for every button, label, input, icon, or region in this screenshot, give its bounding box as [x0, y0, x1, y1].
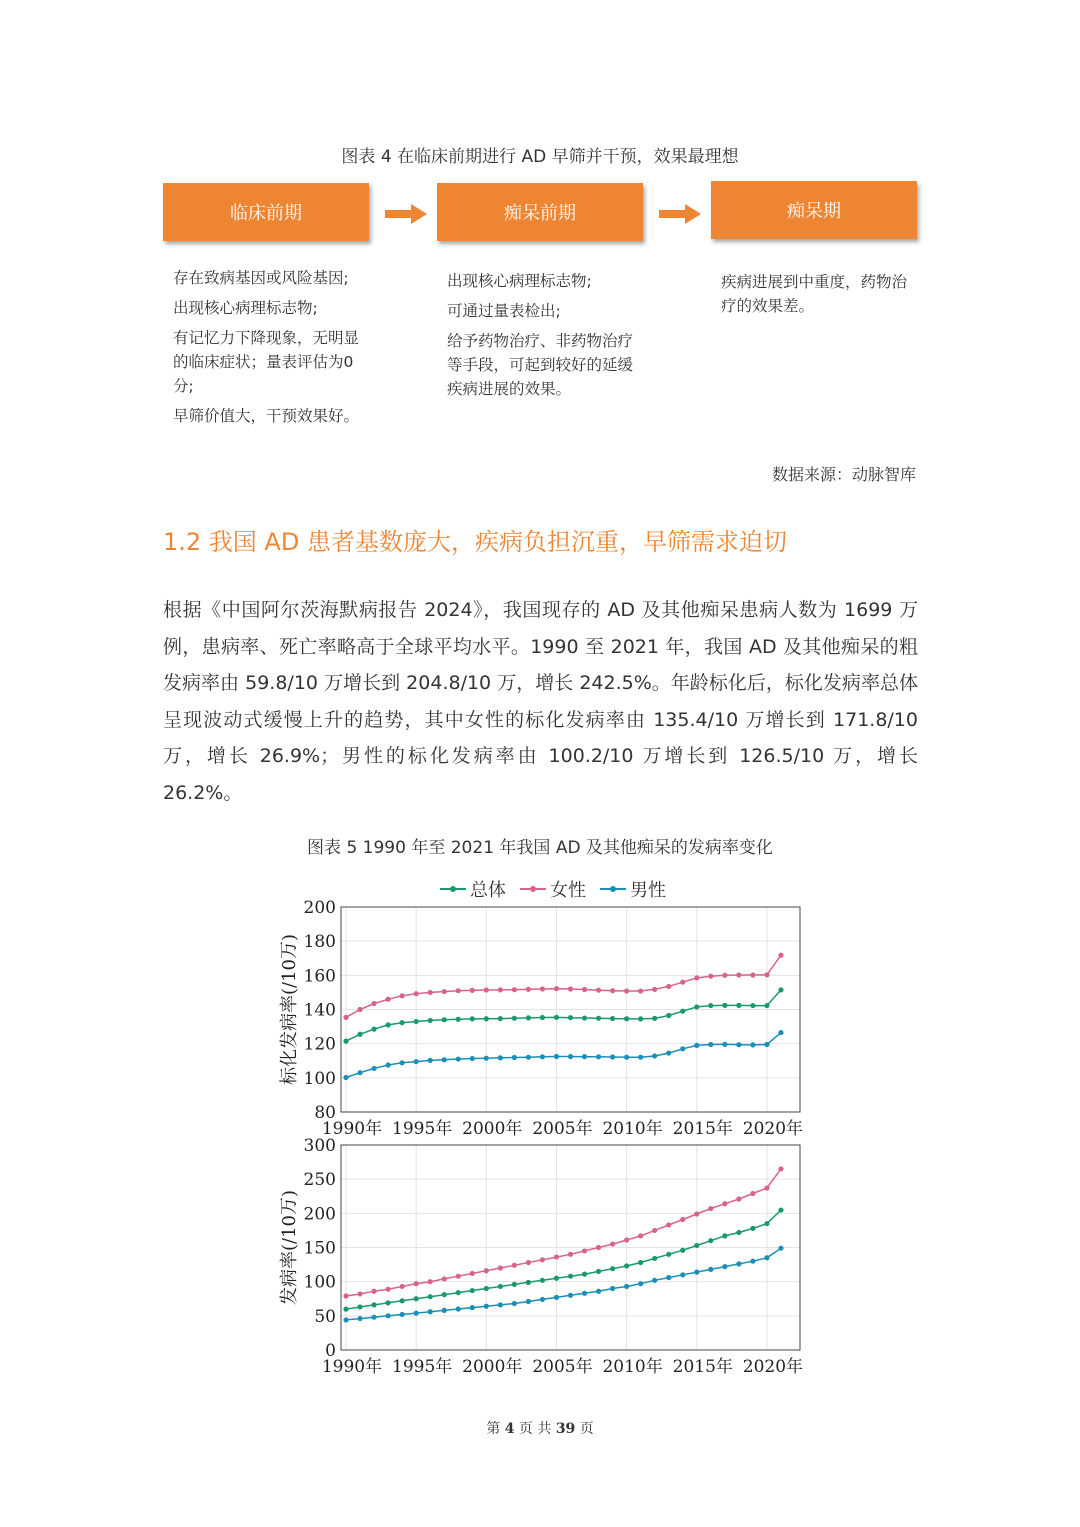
series-overall-point — [638, 1016, 643, 1021]
series-female-point — [371, 1001, 376, 1006]
y-tick-label: 140 — [303, 1000, 336, 1021]
series-male-point — [428, 1058, 433, 1063]
series-female-point — [680, 980, 685, 985]
series-overall-point — [722, 1233, 727, 1238]
stage-box-predementia: 痴呆前期 — [437, 183, 643, 241]
stage-box-dementia: 痴呆期 — [711, 181, 917, 239]
series-overall-point — [540, 1278, 545, 1283]
series-male-point — [456, 1306, 461, 1311]
series-female-point — [343, 1015, 348, 1020]
series-female-point — [498, 1265, 503, 1270]
series-male-point — [554, 1295, 559, 1300]
series-female-point — [512, 987, 517, 992]
series-overall-point — [400, 1020, 405, 1025]
series-female-point — [385, 997, 390, 1002]
series-male-point — [512, 1301, 517, 1306]
series-male-point — [371, 1066, 376, 1071]
series-male-point — [442, 1057, 447, 1062]
x-tick-label: 2020年 — [742, 1357, 804, 1377]
series-male-point — [638, 1281, 643, 1286]
series-overall-point — [526, 1015, 531, 1020]
series-female-point — [750, 972, 755, 977]
series-female-point — [400, 1284, 405, 1289]
series-male-point — [666, 1050, 671, 1055]
series-overall-point — [694, 1004, 699, 1009]
y-tick-label: 160 — [303, 966, 336, 987]
series-overall-point — [764, 1221, 769, 1226]
series-female-point — [624, 988, 629, 993]
legend-label: 总体 — [470, 880, 506, 901]
series-male-point — [498, 1302, 503, 1307]
x-tick-label: 2015年 — [672, 1357, 733, 1377]
series-female-point — [385, 1287, 390, 1292]
series-overall-point — [778, 1207, 783, 1212]
y-axis-label: 标化发病率(/10万) — [279, 933, 300, 1086]
series-overall-point — [652, 1016, 657, 1021]
list-item: 给予药物治疗、非药物治疗等手段，可起到较好的延缓疾病进展的效果。 — [447, 332, 634, 398]
series-male-point — [596, 1289, 601, 1294]
series-overall-point — [568, 1274, 573, 1279]
series-male-line — [346, 1033, 781, 1078]
series-male-point — [414, 1059, 419, 1064]
series-male-point — [540, 1054, 545, 1059]
series-male-point — [778, 1030, 783, 1035]
series-female-point — [778, 1166, 783, 1171]
series-overall-point — [470, 1016, 475, 1021]
y-tick-label: 100 — [303, 1068, 336, 1089]
series-female-point — [343, 1293, 348, 1298]
series-female-point — [680, 1217, 685, 1222]
series-male-point — [526, 1299, 531, 1304]
series-female-point — [666, 1222, 671, 1227]
series-female-point — [596, 988, 601, 993]
series-male-point — [652, 1278, 657, 1283]
series-male-point — [666, 1275, 671, 1280]
series-overall-point — [764, 1003, 769, 1008]
series-male-point — [470, 1305, 475, 1310]
series-male-point — [694, 1270, 699, 1275]
series-female-point — [554, 986, 559, 991]
series-overall-point — [750, 1003, 755, 1008]
total-pages: 39 — [555, 1421, 576, 1437]
series-male-point — [736, 1261, 741, 1266]
data-source: 数据来源：动脉智库 — [771, 465, 916, 484]
series-overall-point — [484, 1286, 489, 1291]
series-female-point — [568, 1252, 573, 1257]
series-overall-point — [498, 1284, 503, 1289]
series-male-point — [708, 1042, 713, 1047]
series-overall-point — [484, 1016, 489, 1021]
series-female-point — [694, 975, 699, 980]
series-female-point — [357, 1291, 362, 1296]
x-tick-label: 2005年 — [532, 1357, 593, 1377]
series-female-point — [428, 1279, 433, 1284]
series-overall-point — [694, 1243, 699, 1248]
series-female-point — [540, 1257, 545, 1262]
series-overall-point — [385, 1022, 390, 1027]
series-overall-point — [582, 1015, 587, 1020]
series-female-point — [750, 1191, 755, 1196]
series-overall-point — [652, 1256, 657, 1261]
series-female-point — [764, 972, 769, 977]
series-male-point — [582, 1291, 587, 1296]
series-male-point — [400, 1312, 405, 1317]
x-tick-label: 1995年 — [392, 1119, 453, 1139]
series-female-point — [582, 1248, 587, 1253]
list-item: 早筛价值大，干预效果好。 — [173, 407, 360, 425]
series-female-point — [484, 1268, 489, 1273]
series-male-point — [343, 1317, 348, 1322]
series-male-point — [736, 1042, 741, 1047]
series-female-point — [456, 988, 461, 993]
series-male-point — [385, 1062, 390, 1067]
series-female-point — [694, 1211, 699, 1216]
series-male-point — [357, 1316, 362, 1321]
series-male-point — [750, 1042, 755, 1047]
x-tick-label: 1995年 — [392, 1357, 453, 1377]
legend-label: 女性 — [550, 880, 586, 901]
y-tick-label: 100 — [303, 1272, 336, 1293]
series-overall-point — [638, 1260, 643, 1265]
x-tick-label: 2010年 — [602, 1119, 663, 1139]
series-overall-point — [680, 1248, 685, 1253]
series-male-point — [624, 1055, 629, 1060]
series-male-point — [680, 1272, 685, 1277]
series-overall-point — [442, 1292, 447, 1297]
list-item: 有记忆力下降现象，无明显的临床症状；量表评估为0分; — [173, 329, 360, 395]
series-female-point — [470, 1271, 475, 1276]
series-female-point — [442, 989, 447, 994]
series-overall-point — [400, 1298, 405, 1303]
y-tick-label: 50 — [314, 1306, 336, 1327]
series-overall-point — [680, 1009, 685, 1014]
x-tick-label: 2015年 — [672, 1119, 733, 1139]
series-male-point — [498, 1055, 503, 1060]
series-overall-point — [610, 1016, 615, 1021]
series-overall-point — [456, 1017, 461, 1022]
x-tick-label: 1990年 — [321, 1357, 383, 1377]
series-male-point — [568, 1293, 573, 1298]
series-female-point — [708, 1206, 713, 1211]
series-female-point — [414, 991, 419, 996]
section-heading: 1.2 我国 AD 患者基数庞大，疾病负担沉重，早筛需求迫切 — [163, 528, 787, 556]
series-overall-point — [610, 1266, 615, 1271]
series-overall-point — [568, 1015, 573, 1020]
series-female-point — [498, 987, 503, 992]
series-male-point — [554, 1054, 559, 1059]
series-female-point — [638, 988, 643, 993]
y-tick-label: 180 — [303, 932, 336, 953]
series-overall-point — [428, 1018, 433, 1023]
series-female-point — [582, 987, 587, 992]
series-female-point — [428, 990, 433, 995]
series-female-line — [346, 955, 781, 1017]
series-male-point — [638, 1055, 643, 1060]
page-number: 4 — [504, 1421, 515, 1437]
series-male-point — [764, 1042, 769, 1047]
series-overall-point — [526, 1280, 531, 1285]
x-tick-label: 2000年 — [462, 1119, 523, 1139]
series-overall-point — [624, 1263, 629, 1268]
series-female-point — [596, 1245, 601, 1250]
y-tick-label: 200 — [303, 1204, 336, 1225]
list-item: 存在致病基因或风险基因; — [173, 269, 349, 287]
series-female-point — [652, 1228, 657, 1233]
series-female-point — [456, 1274, 461, 1279]
body-paragraph: 根据《中国阿尔茨海默病报告 2024》，我国现存的 AD 及其他痴呆患病人数为 1699 万例，患病率、死亡率略高于全球平均水平。1990 至 2021 年，我国 AD 及其他痴呆的粗发病率由 59.8/10 万增长到 204.8/10 万，增长 242.5%。年龄标化后，标化发病率总体呈现波动式缓慢上升的趋势，其中女性的标化发病率由 135.4/10 万增长到 171.8/10 万，增长 26.9%；男性的标化发病率由 100.2/10 万增长到 126.5/10 万，增长 26.2%。 — [163, 599, 918, 804]
series-female-point — [400, 993, 405, 998]
series-female-point — [722, 1201, 727, 1206]
y-tick-label: 0 — [325, 1341, 336, 1361]
series-female-point — [610, 1241, 615, 1246]
series-overall-point — [428, 1294, 433, 1299]
series-male-point — [414, 1311, 419, 1316]
series-male-point — [708, 1267, 713, 1272]
series-male-point — [624, 1284, 629, 1289]
stage-box-preclinical: 临床前期 — [163, 183, 369, 241]
series-male-point — [610, 1286, 615, 1291]
footer-prefix: 第 — [486, 1421, 501, 1437]
series-male-point — [652, 1053, 657, 1058]
series-female-point — [736, 1196, 741, 1201]
series-overall-point — [385, 1300, 390, 1305]
series-overall-point — [582, 1272, 587, 1277]
series-male-point — [484, 1304, 489, 1309]
series-female-point — [708, 974, 713, 979]
series-overall-point — [736, 1230, 741, 1235]
series-female-point — [442, 1276, 447, 1281]
y-tick-label: 250 — [303, 1170, 336, 1191]
series-male-point — [343, 1075, 348, 1080]
series-overall-point — [371, 1027, 376, 1032]
series-overall-point — [357, 1304, 362, 1309]
y-tick-label: 120 — [303, 1034, 336, 1055]
series-female-point — [414, 1281, 419, 1286]
series-male-point — [540, 1297, 545, 1302]
series-female-point — [526, 1260, 531, 1265]
series-male-point — [680, 1046, 685, 1051]
x-tick-label: 2005年 — [532, 1119, 593, 1139]
series-overall-point — [512, 1282, 517, 1287]
panel-crude — [279, 1136, 803, 1377]
series-female-point — [540, 986, 545, 991]
y-axis-label: 发病率(/10万) — [279, 1189, 300, 1306]
series-overall-point — [343, 1039, 348, 1044]
x-tick-label: 2010年 — [602, 1357, 663, 1377]
series-overall-point — [596, 1269, 601, 1274]
series-male-point — [512, 1055, 517, 1060]
panel-standardized — [279, 898, 803, 1139]
series-overall-point — [778, 987, 783, 992]
series-male-point — [778, 1246, 783, 1251]
series-overall-point — [750, 1226, 755, 1231]
series-female-point — [371, 1289, 376, 1294]
series-female-point — [764, 1185, 769, 1190]
y-tick-label: 200 — [303, 898, 336, 918]
y-tick-label: 80 — [314, 1103, 336, 1123]
series-male-point — [385, 1313, 390, 1318]
series-overall-point — [343, 1307, 348, 1312]
y-tick-label: 300 — [303, 1136, 336, 1156]
series-overall-line — [346, 990, 781, 1041]
series-male-point — [722, 1264, 727, 1269]
x-tick-label: 2000年 — [462, 1357, 523, 1377]
series-overall-point — [554, 1015, 559, 1020]
x-tick-label: 2020年 — [742, 1119, 804, 1139]
figure5-caption: 图表 5 1990 年至 2021 年我国 AD 及其他痴呆的发病率变化 — [307, 838, 773, 858]
series-female-point — [610, 988, 615, 993]
series-female-point — [778, 953, 783, 958]
series-male-point — [456, 1056, 461, 1061]
series-overall-point — [666, 1013, 671, 1018]
page-footer — [0, 1418, 1080, 1438]
series-male-point — [722, 1042, 727, 1047]
series-male-point — [610, 1054, 615, 1059]
series-female-point — [624, 1237, 629, 1242]
series-female-point — [512, 1263, 517, 1268]
list-item: 出现核心病理标志物; — [173, 299, 318, 317]
series-overall-point — [666, 1252, 671, 1257]
series-male-point — [470, 1056, 475, 1061]
series-female-point — [484, 987, 489, 992]
list-item: 出现核心病理标志物; — [447, 272, 592, 290]
series-female-point — [736, 972, 741, 977]
series-overall-line — [346, 1210, 781, 1309]
series-overall-point — [624, 1016, 629, 1021]
legend-label: 男性 — [630, 880, 666, 901]
list-item: 疾病进展到中重度，药物治疗的效果差。 — [721, 273, 908, 315]
series-overall-point — [498, 1016, 503, 1021]
x-tick-label: 1990年 — [321, 1119, 383, 1139]
series-female-point — [554, 1254, 559, 1259]
series-overall-point — [596, 1016, 601, 1021]
series-female-point — [666, 984, 671, 989]
series-overall-point — [708, 1003, 713, 1008]
series-overall-point — [512, 1016, 517, 1021]
series-overall-point — [540, 1015, 545, 1020]
y-tick-label: 150 — [303, 1238, 336, 1259]
series-male-point — [484, 1056, 489, 1061]
series-male-point — [596, 1054, 601, 1059]
footer-suffix: 页 — [579, 1421, 594, 1437]
series-male-point — [582, 1054, 587, 1059]
series-overall-point — [470, 1288, 475, 1293]
series-male-point — [764, 1255, 769, 1260]
series-female-point — [568, 986, 573, 991]
series-overall-point — [414, 1296, 419, 1301]
series-overall-point — [722, 1003, 727, 1008]
series-overall-point — [371, 1302, 376, 1307]
list-item: 可通过量表检出; — [447, 302, 561, 320]
footer-mid: 页 共 — [518, 1421, 552, 1437]
series-overall-point — [442, 1017, 447, 1022]
series-male-point — [526, 1055, 531, 1060]
series-male-point — [694, 1043, 699, 1048]
series-female-point — [526, 987, 531, 992]
series-male-point — [371, 1315, 376, 1320]
series-male-point — [442, 1308, 447, 1313]
series-overall-point — [554, 1276, 559, 1281]
figure4-caption: 图表 4 在临床前期进行 AD 早筛并干预，效果最理想 — [341, 147, 739, 167]
series-male-point — [428, 1309, 433, 1314]
series-male-point — [568, 1054, 573, 1059]
series-male-point — [750, 1259, 755, 1264]
series-female-point — [357, 1007, 362, 1012]
series-female-point — [638, 1233, 643, 1238]
series-female-point — [722, 973, 727, 978]
series-female-point — [652, 987, 657, 992]
series-female-point — [470, 988, 475, 993]
series-overall-point — [736, 1003, 741, 1008]
series-male-point — [357, 1070, 362, 1075]
series-overall-point — [708, 1238, 713, 1243]
series-overall-point — [357, 1032, 362, 1037]
series-overall-point — [456, 1290, 461, 1295]
series-male-point — [400, 1060, 405, 1065]
series-overall-point — [414, 1019, 419, 1024]
